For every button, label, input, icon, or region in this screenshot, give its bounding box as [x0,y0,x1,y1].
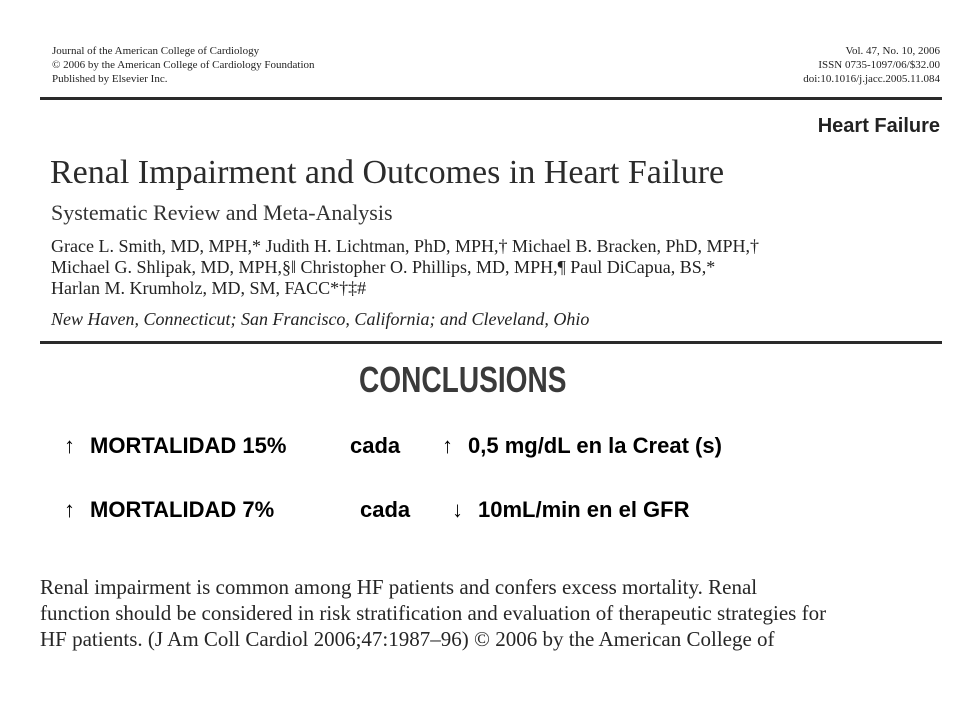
finding-label: MORTALIDAD 7% [90,497,275,522]
section-label: Heart Failure [817,115,940,137]
finding-connector: cada [360,497,411,522]
issn: ISSN 0735-1097/06/$32.00 [818,59,940,71]
header-divider [40,97,942,100]
down-arrow-icon: ↓ [452,497,463,522]
author-line: Grace L. Smith, MD, MPH,* Judith H. Lichtman, PhD, MPH,† Michael B. Bracken, PhD, MPH,† [51,236,759,256]
abstract-excerpt [40,574,940,662]
up-arrow-icon: ↑ [442,433,453,458]
up-arrow-icon: ↑ [64,497,75,522]
abstract-line: HF patients. (J Am Coll Cardiol 2006;47:1987–96) © 2006 by the American College of [40,627,775,651]
up-arrow-icon: ↑ [64,433,75,458]
issue-info [680,44,940,86]
finding-mortality-creatinine [64,432,722,460]
journal-name: Journal of the American College of Cardiology [52,45,260,57]
author-list [51,236,759,299]
affiliations: New Haven, Connecticut; San Francisco, California; and Cleveland, Ohio [51,309,590,329]
author-line: Michael G. Shlipak, MD, MPH,§‖ Christopher O. Phillips, MD, MPH,¶ Paul DiCapua, BS,* [51,257,716,277]
journal-copyright: © 2006 by the American College of Cardiology Foundation [52,59,315,71]
abstract-line: function should be considered in risk stratification and evaluation of therapeutic strategies for [40,601,827,625]
finding-mortality-gfr [64,496,690,524]
conclusions-heading: CONCLUSIONS [359,359,567,400]
paper-title: Renal Impairment and Outcomes in Heart Failure [50,154,725,191]
finding-detail: 10mL/min en el GFR [478,497,690,522]
title-divider [40,341,942,344]
journal-info [52,44,315,86]
doi: doi:10.1016/j.jacc.2005.11.084 [803,73,940,85]
abstract-line: Renal impairment is common among HF patients and confers excess mortality. Renal [40,575,758,599]
journal-publisher: Published by Elsevier Inc. [52,73,168,85]
volume-issue: Vol. 47, No. 10, 2006 [845,45,940,57]
author-line: Harlan M. Krumholz, MD, SM, FACC*†‡# [51,278,367,298]
finding-connector: cada [350,433,401,458]
finding-label: MORTALIDAD 15% [90,433,287,458]
paper-subtitle: Systematic Review and Meta-Analysis [51,200,393,225]
finding-detail: 0,5 mg/dL en la Creat (s) [468,433,722,458]
